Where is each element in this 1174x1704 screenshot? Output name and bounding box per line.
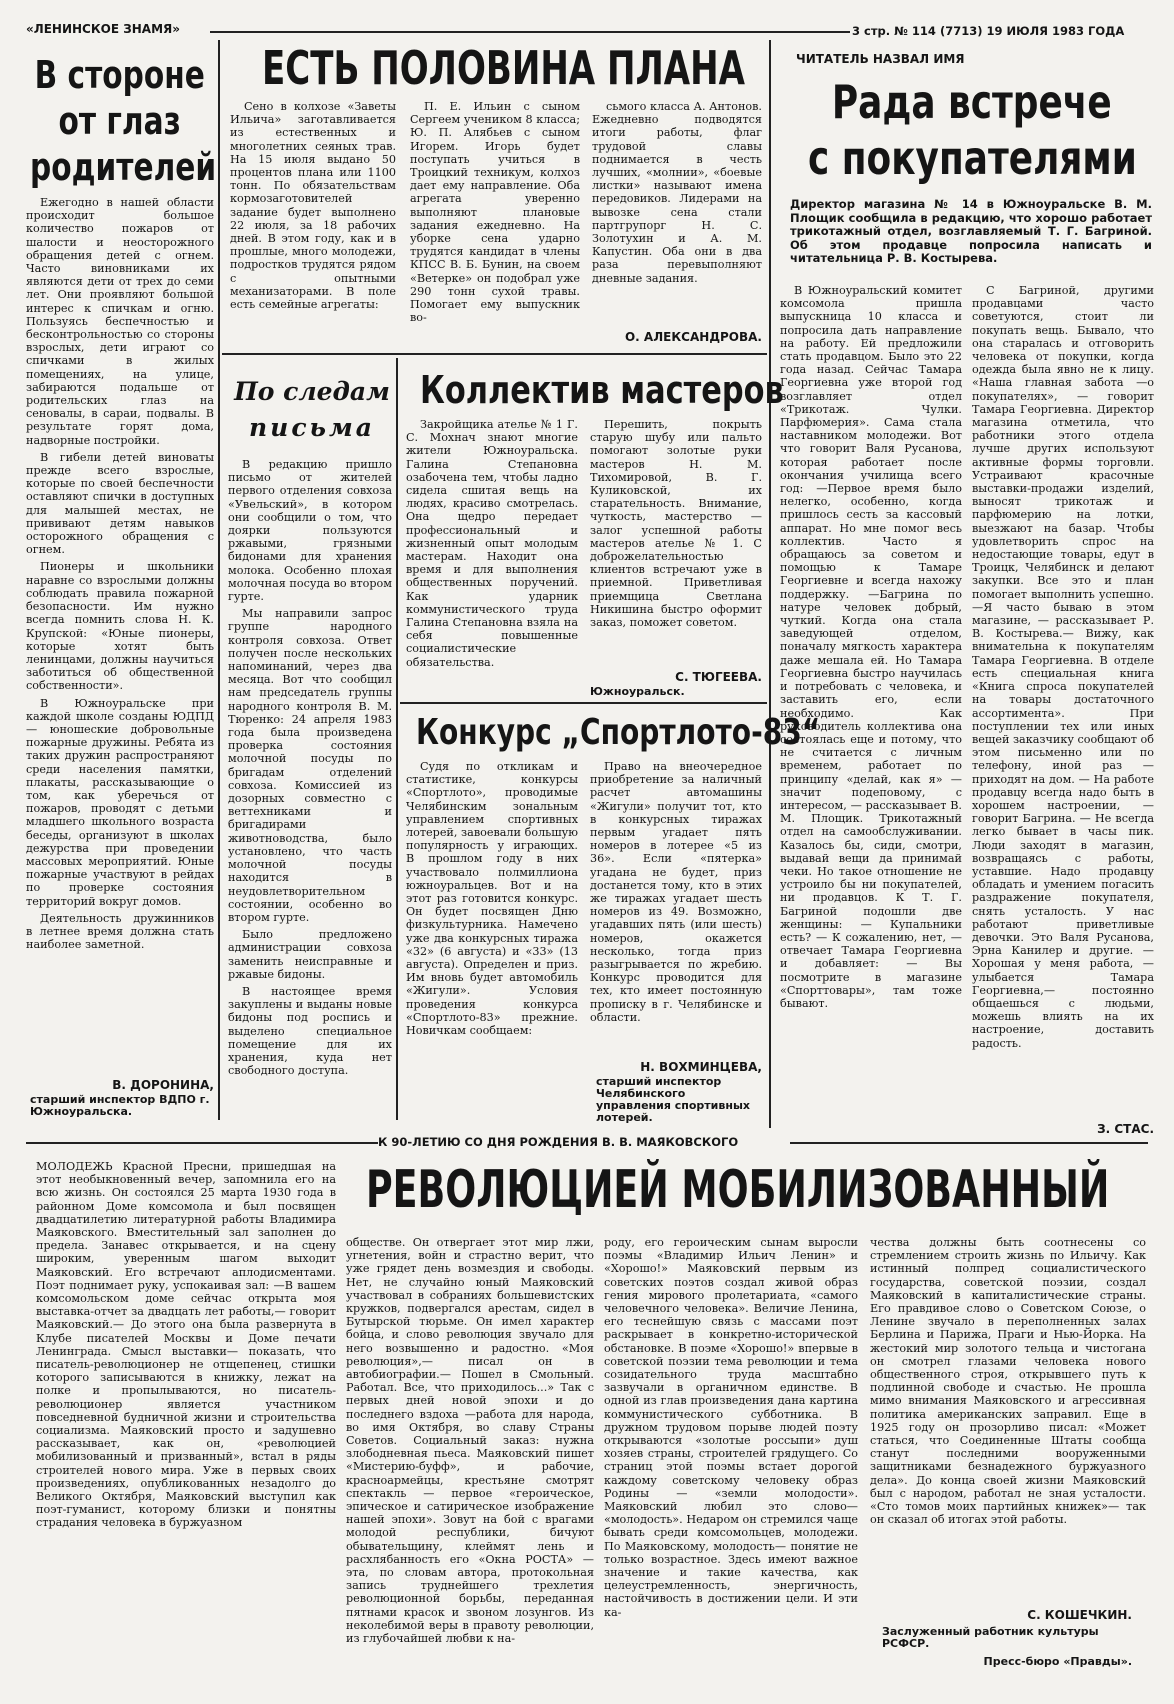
article-body: С Багриной, другими продавцами часто советуются, стоит ли покупать вещь. Бывало, что она старалась и отговорить человека от покупки, когда одежда была явно не к лицу. «Наша главная забота —о покупателях», — говорит Тамара Георгиевна. Директор магазина отметила, что работники этого отдела лучше других используют активные формы торговли. Устраивают красочные выставки-продажи изделий, выносят трикотаж и парфюмерию на лотки, выезжают на базар. Чтобы удовлетворить спрос на недостающие товары, едут в Троицк, Челябинск и делают закупки. Все это и план помогает выполнить успешно. —Я часто бываю в этом магазине, — рассказывает Р. В. Костырева.— Вижу, как внимательна к покупателям Тамара Георгиевна. В отделе есть специальная книга «Книга спроса покупателей на товары достаточного ассортимента». При поступлении тех или иных вещей заказчику сообщают об этом письменно или по телефону, иной раз —приходят на дом. — На работе продавцу всегда надо быть в хорошем настроении, — говорит Багрина. — Не всегда легко бывает в часы пик. Люди заходят в магазин, возвращаясь с работы, уставшие. Надо продавцу обладать и умением погасить раздражение покупателя, снять усталость. У нас работают приветливые девочки. Это Валя Русанова, Эрна Канилер и другие. — Хорошая у меня работа, — улыбается Тамара Георгиевна,— постоянно общаешься с людьми, можешь влиять на их настроение, доставить радость. <box>972 284 1154 1050</box>
article-signature: С. КОШЕЧКИН. <box>1027 1608 1132 1622</box>
press-credit: Пресс-бюро «Правды». <box>983 1655 1132 1668</box>
article-place: Южноуральск. <box>590 685 685 698</box>
section-rule <box>400 702 767 704</box>
article-parents <box>30 52 215 190</box>
article-body: В редакцию пришло письмо от жителей первого отделения совхоза «Увельский», в котором они сообщили о том, что доярки пользуются ржавыми, грязными бидонами для хранения молока. Особенно плохая молочная посуда во втором гурте. Мы направили запрос группе народного контроля совхоза. Ответ получен после нескольких напоминаний, через два месяца. Вот что сообщил нам председатель группы народного контроля В. М. Тюренко: 24 апреля 1983 года была произведена проверка состояния молочной посуды по бригадам отделений совхоза. Комиссией из дозорных совместно с веттехниками и бригадирами животноводства, было установлено, что часть молочной посуды находится в неудовлетворительном состоянии, особенно во втором гурте. Было предложено администрации совхоза заменить неисправные и ржавые бидоны. В настоящее время закуплены и выданы новые бидоны под роспись и выделено специальное помещение для их хранения, куда нет свободного доступа. <box>228 458 392 1078</box>
article-title: Конкурс „Спортлото-83“ <box>416 712 821 753</box>
article-body: Закройщика ателье № 1 Г. С. Мохнач знают многие жители Южноуральска. Галина Степановна озабочена тем, чтобы ладно сидела сшитая вещь на людях, красиво смотрелась. Она щедро передает профессиональный и жизненный опыт молодым мастерам. Находит она время и для выполнения общественных поручений. Как ударник коммунистического труда Галина Степановна взяла на себя повышенные социалистические обязательства. <box>406 418 578 669</box>
article-body: МОЛОДЕЖЬ Красной Пресни, пришедшая на этот необыкновенный вечер, запомнила его на всю жизнь. Он состоялся 25 марта 1930 года в районном Доме комсомола и был посвящен двадцатилетию литературной работы Владимира Маяковского. Вместительный зал заполнен до предела. Занавес открывается, и на сцену широким, уверенным шагом выходит Маяковский. Его встречают аплодисментами. Поэт поднимает руку, успокаивая зал: —В вашем комсомольском доме сейчас открыта моя выставка-отчет за двадцать лет работы,— говорит Маяковский.— До этого она была развернута в Клубе писателей Москвы и Доме печати Ленинграда. Смысл выставки— показать, что писатель-революционер не отщепенец, стишки которого записываются в книжку, лежат на полке и пропылываются, но писатель-революционер является участником повседневной будничной жизни и строительства социализма. Маяковский просто и задушевно рассказывает, как он, «революцией мобилизованный и призванный», встал в ряды строителей нового мира. Уже в первых своих произведениях, опубликованных незадолго до Великого Октября, Маяковский выступил как поэт-гуманист, которому близки и понятны страдания человека в буржуазном <box>36 1160 336 1530</box>
article-kicker: К 90-ЛЕТИЮ СО ДНЯ РОЖДЕНИЯ В. В. МАЯКОВСКОГО <box>378 1135 739 1149</box>
column-rule <box>218 40 220 1120</box>
article-signature: С. ТЮГЕЕВА. <box>675 670 762 684</box>
article-body: обществе. Он отвергает этот мир лжи, угнетения, войн и страстно верит, что уже грядет день возмездия и свободы. Нет, не случайно юный Маяковский участвовал в собраниях большевистских кружков, подвергался арестам, сидел в Бутырской тюрьме. Он имел характер бойца, и слово революция звучало для него возвышенно и радостно. «Моя революция»,— писал он в автобиографии.— Пошел в Смольный. Работал. Все, что приходилось...» Так с первых дней новой эпохи и до последнего вздоха —работа для народа, во имя Октября, во славу Страны Советов. Социальный заказ: нужна злободневная пьеса. Маяковский пишет «Мистерию-буфф», и рабочие, красноармейцы, крестьяне смотрят спектакль — первое «героическое, эпическое и сатирическое изображение нашей эпохи». Зовут на бой с врагами молодой республики, бичуют обывательщину, клеймят лень и расхлябанность его «Окна РОСТА» — эта, по словам автора, протокольная запись труднейшего трехлетия революционной борьбы, переданная пятнами красок и звоном лозунгов. Из неколебимой веры в правоту революции, из глубочайшей любви к на- <box>346 1236 594 1646</box>
section-rule <box>222 353 767 355</box>
column-rule <box>396 358 398 1120</box>
article-body: Судя по откликам и статистике, конкурсы «Спортлото», проводимые Челябинским зональным управлением спортивных лотерей, завоевали большую популярность у играющих. В прошлом году в них участвовало полмиллиона южноуральцев. Вот и на этот раз готовится конкурс. Он будет посвящен Дню физкультурника. Намечено уже два конкурсных тиража «32» (6 августа) и «33» (13 августа). Определен и приз. Им вновь будет автомобиль «Жигули». Условия проведения конкурса «Спортлото-83» прежние. Новичкам сообщаем: <box>406 760 578 1038</box>
masthead-rule <box>210 31 850 33</box>
article-title: Рада встрече с покупателями <box>808 75 1137 185</box>
article-lead: Директор магазина № 14 в Южноуральске В. М. Площик сообщила в редакцию, что хорошо работает трикотажный отдел, возглавляемый Т. Г. Багриной. Об этом продавце попросила написать и читательница Р. В. Костырева. <box>790 197 1152 265</box>
article-body: Право на внеочередное приобретение за наличный расчет автомашины «Жигули» получит тот, кто в конкурсных тиражах первым угадает пять номеров в лотерее «5 из 36». Если «пятерка» угадана не будет, приз достанется тому, кто в этих же тиражах угадает шесть номеров из 49. Возможно, угадавших пять (или шесть) номеров, окажется несколько, тогда приз разыгрывается по жребию. Конкурс проводится для тех, кто имеет постоянную прописку в г. Челябинске и области. <box>590 760 762 1024</box>
article-kicker: ЧИТАТЕЛЬ НАЗВАЛ ИМЯ <box>796 52 965 66</box>
article-body: Сено в колхозе «Заветы Ильича» заготавливается из естественных и многолетних сеяных трав. На 15 июля выдано 50 процентов плана или 1100 тонн. По обязательствам кормозаготовителей задание будет выполнено 22 июля, за 18 рабочих дней. В этом году, как и в прошлые, много молодежи, подростков трудятся рядом с опытными механизаторами. В поле есть семейные агрегаты: <box>230 100 396 312</box>
article-body: Ежегодно в нашей области происходит большое количество пожаров от шалости и неосторожного обращения детей с огнем. Часто виновниками их являются дети от трех до семи лет. Они проявляют большой интерес к спичкам и огню. Пользуясь беспечностью и бесконтрольностью со стороны взрослых, дети играют со спичками в жилых помещениях, на улице, забираются подальше от родительских глаз на сеновалы, в сараи, подвалы. В результате горят дома, надворные постройки. В гибели детей виноваты прежде всего взрослые, которые по своей беспечности оставляют спички в доступных для малышей местах, не прививают детям навыков осторожного обращения с огнем. Пионеры и школьники наравне со взрослыми должны соблюдать правила пожарной безопасности. Им нужно всегда помнить слова Н. К. Крупской: «Юные пионеры, которые хотят быть ленинцами, должны научиться заботиться об общественной собственности». В Южноуральске при каждой школе созданы ЮДПД— юношеские добровольные пожарные дружины. Ребята из таких дружин распространяют среди населения памятки, плакаты, рассказывающие о том, как уберечься от пожаров, проводят с детьми младшего школьного возраста беседы, организуют в школах дежурства при проведении массовых мероприятий. Юные пожарные участвуют в рейдах по проверке состояния территорий вокруг домов. Деятельность дружинников в летнее время должна стать наиболее заметной. <box>26 196 214 952</box>
article-title: В стороне от глаз родителей <box>30 53 217 189</box>
section-rule <box>790 1142 1148 1144</box>
article-signature: З. СТАС. <box>1097 1122 1154 1136</box>
article-signature: О. АЛЕКСАНДРОВА. <box>624 330 762 344</box>
article-signature-role: старший инспектор Челябинского управления спортивных лотерей. <box>596 1075 750 1124</box>
article-signature: В. ДОРОНИНА, <box>112 1078 214 1092</box>
article-letter-title: По следам письма <box>234 377 390 442</box>
article-title: Коллектив мастеров <box>420 368 784 412</box>
article-title: ЕСТЬ ПОЛОВИНА ПЛАНА <box>262 41 745 95</box>
article-body: В Южноуральский комитет комсомола пришла выпускница 10 класса и попросила дать направление на работу. Ей предложили стать продавцом. Было это 22 года назад. Сейчас Тамара Георгиевна уже второй год возглавляет отдел «Трикотаж. Чулки. Парфюмерия». Сама стала наставником молодежи. Вот что говорит Валя Русанова, которая работает после окончания училища всего год: —Первое время было нелегко, особенно, когда пришлось сесть за кассовый аппарат. Но мне помог весь коллектив. Часто я обращаюсь за советом и помощью к Тамаре Георгиевне и всегда нахожу поддержку. —Багрина по натуре человек добрый, чуткий. Когда она стала заведующей отделом, поначалу мягкость характера даже мешала ей. Но Тамара Георгиевна быстро научилась и потребовать с человека, и заставить его, если необходимо. Как руководитель коллектива она состоялась еще и потому, что не считается с личным временем, работает по принципу «делай, как я» — значит подеповому, с интересом, — рассказывает В. М. Площик. Трикотажный отдел на самообслуживании. Казалось бы, сиди, смотри, выдавай вещи да принимай чеки. Но такое отношение не устроило бы ни покупателей, ни продавцов. К Т. Г. Багриной подошли две женщины: — Купальники есть? — К сожалению, нет, — отвечает Тамара Георгиевна и добавляет: — Вы посмотрите в магазине «Спорттовары», там тоже бывают. <box>780 284 962 1010</box>
article-body: роду, его героическим сынам выросли поэмы «Владимир Ильич Ленин» и «Хорошо!» Маяковский первым из советских поэтов создал живой образ гения мирового пролетариата, «самого человечного человека». Величие Ленина, его теснейшую связь с массами поэт раскрывает в конкретно-исторической обстановке. В поэме «Хорошо!» впервые в советской поэзии тема революции и тема созидательного труда масштабно зазвучали в органичном единстве. В одной из глав произведения дана картина коммунистического субботника. В дружном трудовом порыве людей поэту открываются «золотые россыпи» душ хозяев страны, строителей грядущего. Со страниц этой поэмы встает дорогой каждому советскому человеку образ Родины — «земли молодости». Маяковский любил это слово— «молодость». Недаром он стремился чаще бывать среди комсомольцев, молодежи. По Маяковскому, молодость— понятие не только возрастное. Здесь имеют важное значение и такие качества, как целеустремленность, энергичность, настойчивость в достижении цели. И эти ка- <box>604 1236 858 1619</box>
article-body: чества должны быть соотнесены со стремлением строить жизнь по Ильичу. Как истинный полпред социалистического государства, советской поэзии, создал Маяковский в капиталистические страны. Его правдивое слово о Советском Союзе, о Ленине звучало в переполненных залах Берлина и Парижа, Праги и Нью-Йорка. На жестокий мир золотого тельца и чистогана он смотрел глазами человека нового общественного строя, открывшего путь к подлинной свободе и счастью. Не прошла мимо внимания Маяковского и агрессивная политика американских заправил. Еще в 1925 году он прозорливо писал: «Может статься, что Соединенные Штаты сообща станут последними вооруженными защитниками безнадежного буржуазного дела». До конца своей жизни Маяковский был с народом, работал не зная усталости. «Сто томов моих партийных книжек»— так он сказал об итогах этой работы. <box>870 1236 1146 1527</box>
paper-name: «ЛЕНИНСКОЕ ЗНАМЯ» <box>26 22 181 36</box>
article-body: П. Е. Ильин с сыном Сергеем учеником 8 класса; Ю. П. Алябьев с сыном Игорем. Игорь будет поступать учиться в Троицкий техникум, колхоз дает ему направление. Оба агрегата уверенно выполняют плановые задания ежедневно. На уборке сена ударно трудятся кандидат в члены КПСС В. Б. Бунин, на своем «Ветерке» он подобрал уже 290 тонн сухой травы. Помогает ему выпускник во- <box>410 100 580 325</box>
article-signature: Н. ВОХМИНЦЕВА, <box>640 1060 762 1074</box>
column-rule <box>769 40 771 1128</box>
article-title: РЕВОЛЮЦИЕЙ МОБИЛИЗОВАННЫЙ <box>366 1160 1110 1220</box>
article-signature-role: Заслуженный работник культуры РСФСР. <box>882 1625 1099 1650</box>
article-body: Перешить, покрыть старую шубу или пальто помогают золотые руки мастеров Н. М. Тихомировой, В. Г. Куликовской, их старательность. Внимание, чуткость, мастерство —залог успешной работы мастеров ателье № 1. С доброжелательностью клиентов встречают уже в приемной. Приветливая приемщица Светлана Никишина быстро оформит заказ, поможет советом. <box>590 418 762 630</box>
article-body: сьмого класса А. Антонов. Ежедневно подводятся итоги работы, флаг трудовой славы поднимается в честь лучших, «молнии», «боевые листки» называют имена передовиков. Лидерами на вывозке сена стали партгрупорг Н. С. Золотухин и А. М. Капустин. Оба они в два раза перевыполняют дневные задания. <box>592 100 762 285</box>
issue-info: 3 стр. № 114 (7713) 19 ИЮЛЯ 1983 ГОДА <box>852 24 1125 38</box>
section-rule <box>26 1142 378 1144</box>
article-signature-role: старший инспектор ВДПО г. Южноуральска. <box>30 1093 210 1118</box>
